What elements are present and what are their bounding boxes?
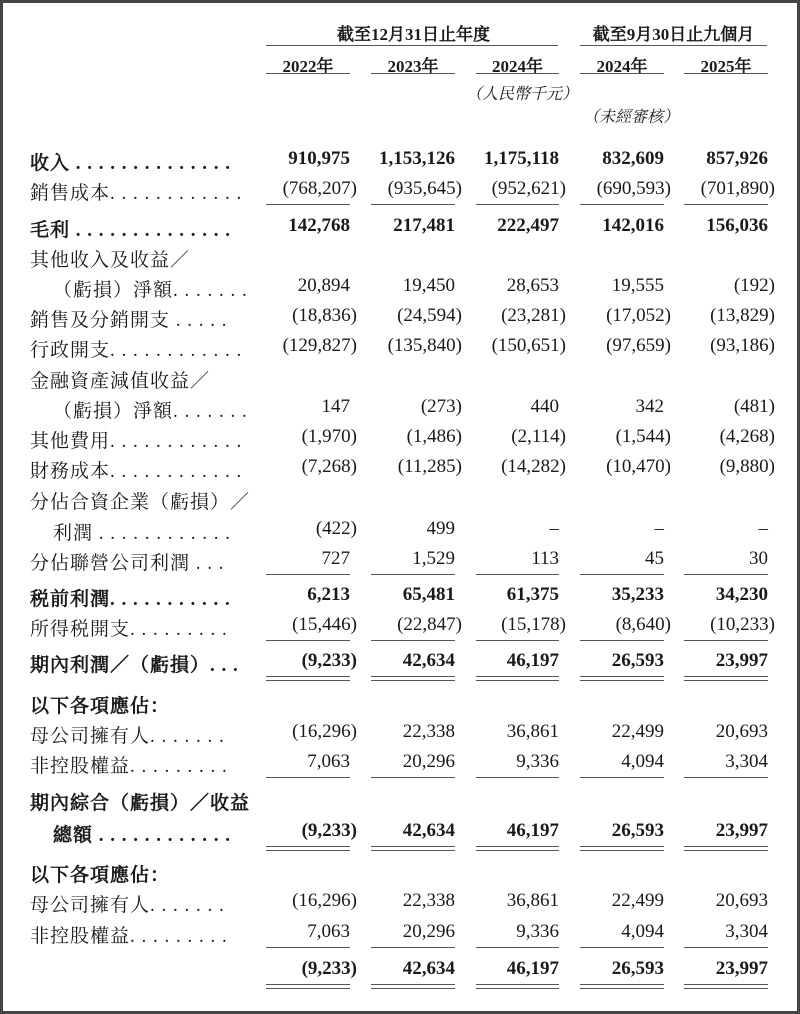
total-double-rule [580, 676, 664, 681]
subtotal-rule [371, 777, 455, 778]
row-label: 利潤 . . . . . . . . . . . . [53, 523, 232, 544]
row-label: 期內利潤／（虧損）. . . [30, 655, 239, 676]
row-value: (422) [315, 518, 357, 539]
row-label: 其他費用. . . . . . . . . . . . [30, 431, 243, 452]
subtotal-rule [580, 947, 664, 948]
row-value: (15,178) [501, 614, 566, 635]
total-double-rule [371, 846, 455, 851]
row-value: 440 [530, 396, 559, 417]
row-value: (273) [420, 396, 462, 417]
year-header: 2024年 [492, 57, 543, 76]
row-value: (690,593) [596, 178, 671, 199]
row-value: (24,594) [397, 305, 462, 326]
subtotal-rule [266, 574, 350, 575]
row-value: 147 [321, 396, 350, 417]
row-label: （虧損）淨額. . . . . . . [53, 401, 248, 422]
row-value: (135,840) [387, 335, 462, 356]
row-value: (9,233) [301, 958, 357, 979]
subtotal-rule [684, 204, 768, 205]
row-value: 910,975 [288, 148, 350, 169]
subtotal-rule [371, 947, 455, 948]
row-value: – [549, 518, 559, 539]
row-value: 26,593 [611, 650, 664, 671]
row-value: (952,621) [491, 178, 566, 199]
row-value: 20,296 [402, 921, 455, 942]
row-value: (8,640) [615, 614, 671, 635]
row-value: (150,651) [491, 335, 566, 356]
row-value: 23,997 [715, 650, 768, 671]
row-value: (701,890) [700, 178, 775, 199]
row-value: 61,375 [506, 584, 559, 605]
row-label: 所得税開支. . . . . . . . . [30, 619, 228, 640]
row-value: (13,829) [710, 305, 775, 326]
row-value: 20,693 [715, 890, 768, 911]
row-label: 以下各項應佔： [30, 865, 171, 886]
row-value: 23,997 [715, 958, 768, 979]
row-value: 7,063 [307, 751, 350, 772]
subtotal-rule [476, 947, 559, 948]
total-double-rule [684, 846, 768, 851]
subtotal-rule [580, 574, 664, 575]
subtotal-rule [476, 777, 559, 778]
row-label: （虧損）淨額. . . . . . . [53, 280, 248, 301]
total-double-rule [580, 984, 664, 989]
row-value: 9,336 [516, 751, 559, 772]
row-value: 727 [321, 548, 350, 569]
row-value: (1,970) [301, 426, 357, 447]
row-value: (9,233) [301, 650, 357, 671]
row-value: (10,233) [710, 614, 775, 635]
year-rule [266, 73, 350, 74]
row-value: 65,481 [402, 584, 455, 605]
row-value: 22,499 [611, 721, 664, 742]
row-value: 26,593 [611, 820, 664, 841]
row-value: 22,338 [402, 890, 455, 911]
row-label: 母公司擁有人. . . . . . . [30, 895, 225, 916]
year-header: 2022年 [282, 57, 334, 76]
year-header: 2025年 [700, 57, 752, 76]
row-value: (9,233) [301, 820, 357, 841]
row-label: 銷售及分銷開支 . . . . . [30, 310, 228, 331]
subtotal-rule [476, 204, 559, 205]
year-header: 2024年 [596, 57, 648, 76]
subtotal-rule [476, 574, 559, 575]
row-value: (11,285) [397, 456, 462, 477]
subtotal-rule [371, 574, 455, 575]
row-value: (16,296) [292, 890, 357, 911]
row-value: – [654, 518, 664, 539]
row-value: 20,894 [297, 275, 350, 296]
subtotal-rule [580, 204, 664, 205]
row-value: (935,645) [387, 178, 462, 199]
row-value: 1,529 [412, 548, 455, 569]
row-value: 832,609 [602, 148, 664, 169]
row-label: 其他收入及收益／ [30, 250, 191, 271]
total-double-rule [266, 984, 350, 989]
total-double-rule [580, 846, 664, 851]
subtotal-rule [684, 574, 768, 575]
row-label: 毛利 . . . . . . . . . . . . . . [30, 220, 232, 241]
row-value: 1,153,126 [379, 148, 455, 169]
subtotal-rule [684, 640, 768, 641]
row-value: 19,450 [402, 275, 455, 296]
row-value: 222,497 [497, 215, 559, 236]
row-value: 20,693 [715, 721, 768, 742]
row-label: 財務成本. . . . . . . . . . . . [30, 461, 243, 482]
row-value: 142,768 [288, 215, 350, 236]
row-value: 35,233 [611, 584, 664, 605]
row-label: 分佔合資企業（虧損）／ [30, 492, 251, 513]
total-double-rule [266, 846, 350, 851]
subtotal-rule [371, 204, 455, 205]
row-value: 342 [635, 396, 664, 417]
row-label: 非控股權益. . . . . . . . . [30, 926, 228, 947]
row-value: 499 [426, 518, 455, 539]
year-rule [580, 73, 664, 74]
total-double-rule [684, 984, 768, 989]
row-label: 期內綜合（虧損）／收益 [30, 793, 251, 814]
row-value: 113 [531, 548, 559, 569]
row-value: 23,997 [715, 820, 768, 841]
row-value: 36,861 [506, 890, 559, 911]
row-value: 22,338 [402, 721, 455, 742]
year-rule [371, 73, 455, 74]
row-value: 30 [749, 548, 768, 569]
unaudited-note: （未經審核） [583, 109, 680, 126]
row-value: 3,304 [725, 921, 768, 942]
row-value: (9,880) [719, 456, 775, 477]
row-value: 19,555 [611, 275, 664, 296]
year-rule [684, 73, 768, 74]
row-label: 税前利潤. . . . . . . . . . . [30, 589, 231, 610]
subtotal-rule [266, 947, 350, 948]
row-value: 20,296 [402, 751, 455, 772]
row-label: 母公司擁有人. . . . . . . [30, 726, 225, 747]
row-value: 28,653 [506, 275, 559, 296]
row-label: 收入 . . . . . . . . . . . . . . [30, 153, 232, 174]
header-nine-month-rule [580, 45, 767, 46]
subtotal-rule [371, 640, 455, 641]
row-value: 217,481 [393, 215, 455, 236]
row-value: 36,861 [506, 721, 559, 742]
row-value: 45 [645, 548, 664, 569]
total-double-rule [684, 676, 768, 681]
row-value: 857,926 [706, 148, 768, 169]
row-value: (4,268) [719, 426, 775, 447]
row-value: 156,036 [706, 215, 768, 236]
subtotal-rule [580, 777, 664, 778]
row-value: (97,659) [606, 335, 671, 356]
total-double-rule [266, 676, 350, 681]
year-rule [476, 73, 559, 74]
total-double-rule [371, 984, 455, 989]
row-value: 42,634 [402, 820, 455, 841]
row-value: (2,114) [511, 426, 566, 447]
financial-statement-page [3, 3, 797, 1011]
subtotal-rule [266, 204, 350, 205]
row-value: (15,446) [292, 614, 357, 635]
row-value: (768,207) [282, 178, 357, 199]
subtotal-rule [684, 777, 768, 778]
row-value: 4,094 [621, 751, 664, 772]
row-value: 9,336 [516, 921, 559, 942]
row-label: 總額 . . . . . . . . . . . . [53, 825, 232, 846]
header-nine-month-period: 截至9月30日止九個月 [592, 25, 755, 44]
row-value: 42,634 [402, 958, 455, 979]
row-value: 46,197 [506, 958, 559, 979]
total-double-rule [476, 984, 559, 989]
subtotal-rule [476, 640, 559, 641]
subtotal-rule [266, 640, 350, 641]
row-value: (18,836) [292, 305, 357, 326]
row-value: 26,593 [611, 958, 664, 979]
row-label: 行政開支. . . . . . . . . . . . [30, 340, 243, 361]
row-value: 22,499 [611, 890, 664, 911]
subtotal-rule [266, 777, 350, 778]
currency-note: （人民幣千元） [466, 86, 579, 103]
row-value: (192) [733, 275, 775, 296]
header-annual-rule [266, 45, 558, 46]
header-annual-period: 截至12月31日止年度 [337, 25, 490, 44]
row-value: (22,847) [397, 614, 462, 635]
row-label: 金融資產減值收益／ [30, 371, 211, 392]
total-double-rule [371, 676, 455, 681]
row-label: 銷售成本. . . . . . . . . . . . [30, 183, 243, 204]
row-value: 6,213 [307, 584, 350, 605]
subtotal-rule [684, 947, 768, 948]
row-value: (1,486) [406, 426, 462, 447]
row-label: 分佔聯營公司利潤 . . . [30, 553, 225, 574]
total-double-rule [476, 676, 559, 681]
total-double-rule [476, 846, 559, 851]
row-value: – [758, 518, 768, 539]
row-value: 42,634 [402, 650, 455, 671]
row-value: (16,296) [292, 721, 357, 742]
row-value: (23,281) [501, 305, 566, 326]
row-value: 4,094 [621, 921, 664, 942]
year-header: 2023年 [387, 57, 439, 76]
row-value: (10,470) [606, 456, 671, 477]
row-value: (17,052) [606, 305, 671, 326]
row-value: 46,197 [506, 820, 559, 841]
row-value: 1,175,118 [484, 148, 559, 169]
subtotal-rule [580, 640, 664, 641]
row-value: (481) [733, 396, 775, 417]
row-value: (14,282) [501, 456, 566, 477]
row-value: (129,827) [282, 335, 357, 356]
row-value: (1,544) [615, 426, 671, 447]
row-value: 7,063 [307, 921, 350, 942]
row-value: 142,016 [602, 215, 664, 236]
row-label: 非控股權益. . . . . . . . . [30, 756, 228, 777]
row-value: 3,304 [725, 751, 768, 772]
row-label: 以下各項應佔： [30, 696, 171, 717]
row-value: 34,230 [715, 584, 768, 605]
row-value: 46,197 [506, 650, 559, 671]
row-value: (7,268) [301, 456, 357, 477]
row-value: (93,186) [710, 335, 775, 356]
